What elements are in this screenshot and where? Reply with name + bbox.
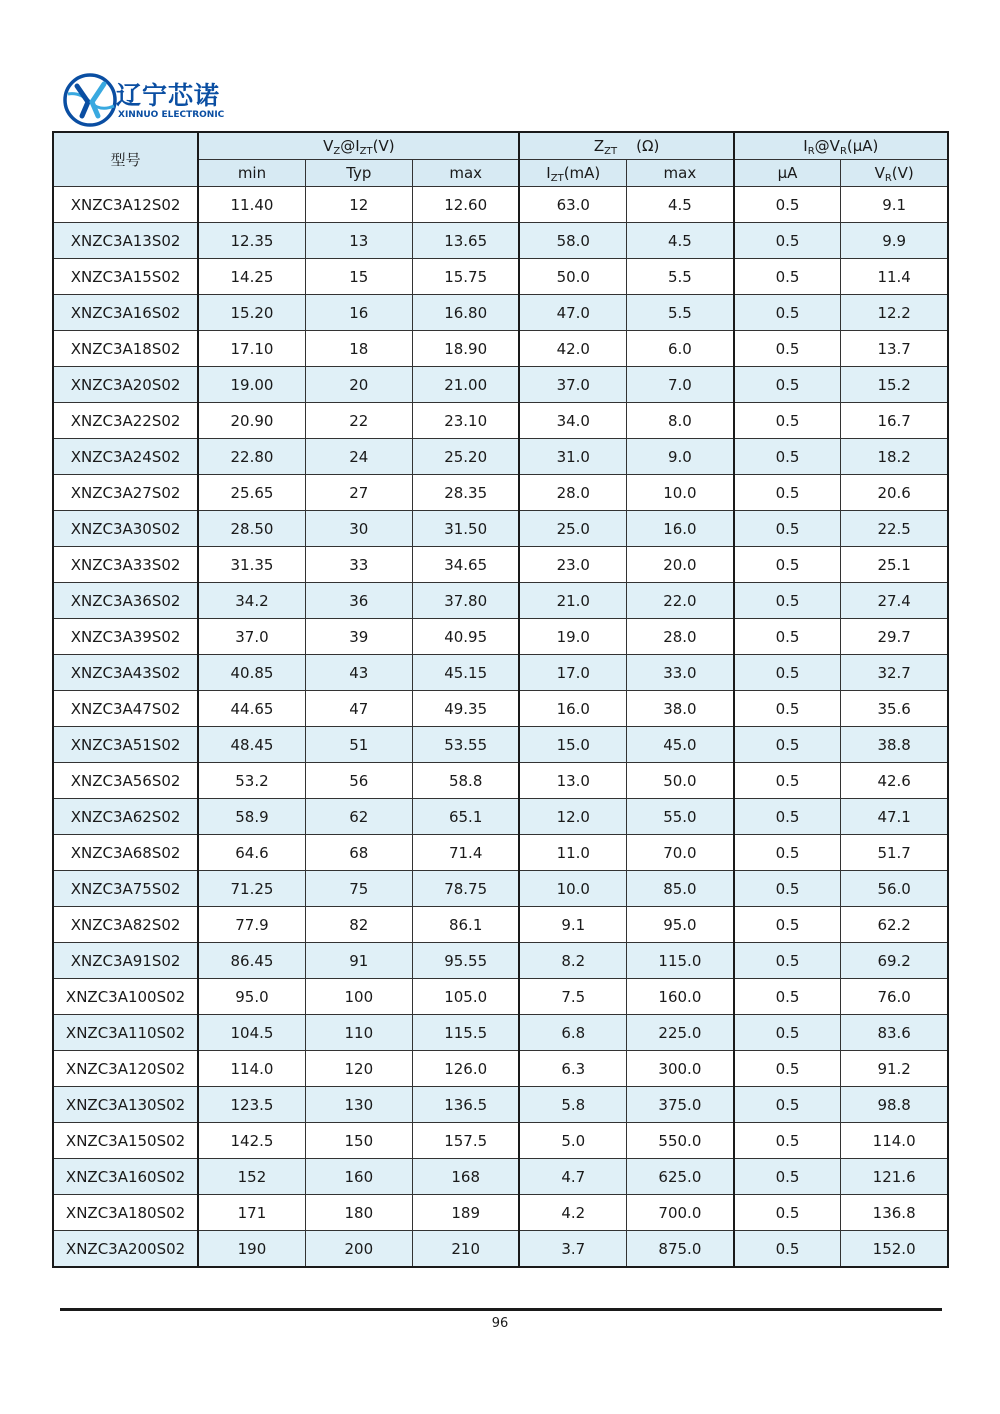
- model-cell: XNZC3A24S02: [53, 439, 198, 475]
- vz-min-cell: 77.9: [198, 907, 305, 943]
- zzt-max-cell: 55.0: [627, 799, 734, 835]
- ir-cell: 0.5: [734, 1051, 841, 1087]
- vr-cell: 22.5: [841, 511, 948, 547]
- izt-cell: 21.0: [519, 583, 626, 619]
- model-cell: XNZC3A130S02: [53, 1087, 198, 1123]
- vz-max-cell: 37.80: [412, 583, 519, 619]
- vz-max-cell: 71.4: [412, 835, 519, 871]
- table-row: [53, 1159, 948, 1195]
- model-cell: XNZC3A39S02: [53, 619, 198, 655]
- model-cell: XNZC3A62S02: [53, 799, 198, 835]
- table-row: [53, 331, 948, 367]
- vr-cell: 25.1: [841, 547, 948, 583]
- zzt-max-cell: 5.5: [627, 259, 734, 295]
- vz-min-cell: 64.6: [198, 835, 305, 871]
- ir-cell: 0.5: [734, 367, 841, 403]
- vr-cell: 152.0: [841, 1231, 948, 1268]
- table-row: [53, 1051, 948, 1087]
- vz-max-cell: 157.5: [412, 1123, 519, 1159]
- vz-min-cell: 58.9: [198, 799, 305, 835]
- vz-max-cell: 86.1: [412, 907, 519, 943]
- vz-max-cell: 49.35: [412, 691, 519, 727]
- vr-cell: 9.9: [841, 223, 948, 259]
- vr-cell: 32.7: [841, 655, 948, 691]
- xinnuo-logo-icon: [62, 72, 118, 128]
- table-row: [53, 1015, 948, 1051]
- vz-max-cell: 23.10: [412, 403, 519, 439]
- vz-max-cell: 40.95: [412, 619, 519, 655]
- model-cell: XNZC3A36S02: [53, 583, 198, 619]
- vz-max-cell: 115.5: [412, 1015, 519, 1051]
- vz-max-cell: 168: [412, 1159, 519, 1195]
- vz-max-cell: 45.15: [412, 655, 519, 691]
- table-row: [53, 583, 948, 619]
- vz-max-cell: 210: [412, 1231, 519, 1268]
- izt-cell: 5.8: [519, 1087, 626, 1123]
- vr-cell: 121.6: [841, 1159, 948, 1195]
- ir-cell: 0.5: [734, 619, 841, 655]
- vz-min-cell: 71.25: [198, 871, 305, 907]
- vz-typ-cell: 15: [305, 259, 412, 295]
- ir-cell: 0.5: [734, 259, 841, 295]
- vz-min-cell: 171: [198, 1195, 305, 1231]
- ir-cell: 0.5: [734, 835, 841, 871]
- ir-cell: 0.5: [734, 691, 841, 727]
- izt-cell: 7.5: [519, 979, 626, 1015]
- vz-min-cell: 152: [198, 1159, 305, 1195]
- table-row: [53, 367, 948, 403]
- vz-min-cell: 25.65: [198, 475, 305, 511]
- zzt-max-cell: 7.0: [627, 367, 734, 403]
- vz-typ-cell: 120: [305, 1051, 412, 1087]
- table-row: [53, 907, 948, 943]
- model-cell: XNZC3A16S02: [53, 295, 198, 331]
- vz-min-cell: 114.0: [198, 1051, 305, 1087]
- vz-typ-cell: 56: [305, 763, 412, 799]
- zzt-max-cell: 4.5: [627, 223, 734, 259]
- izt-cell: 37.0: [519, 367, 626, 403]
- vr-cell: 69.2: [841, 943, 948, 979]
- ir-cell: 0.5: [734, 727, 841, 763]
- model-cell: XNZC3A68S02: [53, 835, 198, 871]
- ir-cell: 0.5: [734, 1159, 841, 1195]
- model-cell: XNZC3A15S02: [53, 259, 198, 295]
- model-cell: XNZC3A180S02: [53, 1195, 198, 1231]
- vz-min-cell: 17.10: [198, 331, 305, 367]
- vr-cell: 27.4: [841, 583, 948, 619]
- vz-typ-cell: 16: [305, 295, 412, 331]
- vz-max-cell: 78.75: [412, 871, 519, 907]
- vz-typ-cell: 82: [305, 907, 412, 943]
- vz-typ-cell: 33: [305, 547, 412, 583]
- model-cell: XNZC3A51S02: [53, 727, 198, 763]
- spec-table-body: [53, 187, 948, 1268]
- izt-cell: 63.0: [519, 187, 626, 223]
- zzt-max-cell: 95.0: [627, 907, 734, 943]
- ir-cell: 0.5: [734, 943, 841, 979]
- vr-cell: 83.6: [841, 1015, 948, 1051]
- vz-min-cell: 48.45: [198, 727, 305, 763]
- vz-max-cell: 105.0: [412, 979, 519, 1015]
- izt-cell: 19.0: [519, 619, 626, 655]
- model-header: 型号: [53, 132, 198, 187]
- zener-spec-table: [52, 131, 949, 1268]
- model-cell: XNZC3A18S02: [53, 331, 198, 367]
- vr-cell: 18.2: [841, 439, 948, 475]
- izt-cell: 5.0: [519, 1123, 626, 1159]
- vr-cell: 35.6: [841, 691, 948, 727]
- zzt-max-cell: 225.0: [627, 1015, 734, 1051]
- zzt-max-cell: 300.0: [627, 1051, 734, 1087]
- vr-cell: 20.6: [841, 475, 948, 511]
- vz-min-cell: 53.2: [198, 763, 305, 799]
- zzt-max-cell: 85.0: [627, 871, 734, 907]
- vz-min-cell: 190: [198, 1231, 305, 1268]
- zzt-max-header: max: [627, 160, 734, 187]
- page-number: 96: [491, 1316, 509, 1331]
- vz-typ-cell: 39: [305, 619, 412, 655]
- ir-cell: 0.5: [734, 763, 841, 799]
- model-cell: XNZC3A30S02: [53, 511, 198, 547]
- ir-ua-header: μA: [734, 160, 841, 187]
- vz-typ-cell: 160: [305, 1159, 412, 1195]
- model-cell: XNZC3A13S02: [53, 223, 198, 259]
- zzt-max-cell: 9.0: [627, 439, 734, 475]
- table-row: [53, 943, 948, 979]
- zzt-max-cell: 550.0: [627, 1123, 734, 1159]
- ir-cell: 0.5: [734, 1015, 841, 1051]
- ir-cell: 0.5: [734, 1087, 841, 1123]
- izt-cell: 23.0: [519, 547, 626, 583]
- vz-typ-header: Typ: [305, 160, 412, 187]
- table-row: [53, 1087, 948, 1123]
- izt-cell: 4.7: [519, 1159, 626, 1195]
- zzt-max-cell: 10.0: [627, 475, 734, 511]
- vz-typ-cell: 12: [305, 187, 412, 223]
- vz-typ-cell: 62: [305, 799, 412, 835]
- vz-typ-cell: 91: [305, 943, 412, 979]
- model-cell: XNZC3A91S02: [53, 943, 198, 979]
- vz-min-header: min: [198, 160, 305, 187]
- footer-divider: [60, 1308, 942, 1311]
- ir-cell: 0.5: [734, 403, 841, 439]
- vz-min-cell: 104.5: [198, 1015, 305, 1051]
- vz-max-header: max: [412, 160, 519, 187]
- vz-min-cell: 86.45: [198, 943, 305, 979]
- zzt-max-cell: 38.0: [627, 691, 734, 727]
- model-cell: XNZC3A82S02: [53, 907, 198, 943]
- model-cell: XNZC3A43S02: [53, 655, 198, 691]
- vr-cell: 12.2: [841, 295, 948, 331]
- izt-cell: 50.0: [519, 259, 626, 295]
- ir-cell: 0.5: [734, 907, 841, 943]
- table-row: [53, 799, 948, 835]
- ir-cell: 0.5: [734, 439, 841, 475]
- zzt-max-cell: 115.0: [627, 943, 734, 979]
- izt-cell: 58.0: [519, 223, 626, 259]
- table-row: [53, 1195, 948, 1231]
- vr-cell: 56.0: [841, 871, 948, 907]
- vz-min-cell: 44.65: [198, 691, 305, 727]
- izt-header: $I_{ZT}(mA)$: [519, 160, 626, 187]
- zzt-max-cell: 700.0: [627, 1195, 734, 1231]
- vz-min-cell: 12.35: [198, 223, 305, 259]
- vz-max-cell: 65.1: [412, 799, 519, 835]
- izt-cell: 8.2: [519, 943, 626, 979]
- model-cell: XNZC3A100S02: [53, 979, 198, 1015]
- zzt-max-cell: 50.0: [627, 763, 734, 799]
- vz-typ-cell: 27: [305, 475, 412, 511]
- zzt-header: $Z_{ZT}$ (Ω): [519, 132, 733, 160]
- vz-typ-cell: 51: [305, 727, 412, 763]
- vz-typ-cell: 18: [305, 331, 412, 367]
- ir-cell: 0.5: [734, 655, 841, 691]
- vz-max-cell: 15.75: [412, 259, 519, 295]
- ir-cell: 0.5: [734, 547, 841, 583]
- vz-typ-cell: 100: [305, 979, 412, 1015]
- model-cell: XNZC3A22S02: [53, 403, 198, 439]
- vr-cell: 98.8: [841, 1087, 948, 1123]
- model-cell: XNZC3A200S02: [53, 1231, 198, 1268]
- vz-max-cell: 16.80: [412, 295, 519, 331]
- model-cell: XNZC3A33S02: [53, 547, 198, 583]
- vz-min-cell: 123.5: [198, 1087, 305, 1123]
- vz-min-cell: 40.85: [198, 655, 305, 691]
- vz-max-cell: 13.65: [412, 223, 519, 259]
- vr-cell: 114.0: [841, 1123, 948, 1159]
- vz-min-cell: 19.00: [198, 367, 305, 403]
- ir-vr-header: $I_R@V_R(\mu A)$: [734, 132, 948, 160]
- vz-min-cell: 37.0: [198, 619, 305, 655]
- izt-cell: 4.2: [519, 1195, 626, 1231]
- table-row: [53, 871, 948, 907]
- izt-cell: 42.0: [519, 331, 626, 367]
- vz-min-cell: 34.2: [198, 583, 305, 619]
- vz-min-cell: 28.50: [198, 511, 305, 547]
- vz-min-cell: 15.20: [198, 295, 305, 331]
- vz-typ-cell: 20: [305, 367, 412, 403]
- vz-max-cell: 12.60: [412, 187, 519, 223]
- izt-cell: 3.7: [519, 1231, 626, 1268]
- ir-cell: 0.5: [734, 223, 841, 259]
- zzt-max-cell: 875.0: [627, 1231, 734, 1268]
- vr-cell: 9.1: [841, 187, 948, 223]
- izt-cell: 34.0: [519, 403, 626, 439]
- company-logo: [62, 72, 282, 130]
- vr-cell: 136.8: [841, 1195, 948, 1231]
- table-row: [53, 655, 948, 691]
- model-cell: XNZC3A20S02: [53, 367, 198, 403]
- izt-cell: 9.1: [519, 907, 626, 943]
- vz-typ-cell: 13: [305, 223, 412, 259]
- model-cell: XNZC3A47S02: [53, 691, 198, 727]
- vz-typ-cell: 150: [305, 1123, 412, 1159]
- ir-cell: 0.5: [734, 1231, 841, 1268]
- ir-cell: 0.5: [734, 979, 841, 1015]
- vr-cell: 42.6: [841, 763, 948, 799]
- table-row: [53, 979, 948, 1015]
- vz-min-cell: 22.80: [198, 439, 305, 475]
- izt-cell: 10.0: [519, 871, 626, 907]
- vr-cell: 51.7: [841, 835, 948, 871]
- table-row: [53, 619, 948, 655]
- vr-cell: 11.4: [841, 259, 948, 295]
- vr-cell: 16.7: [841, 403, 948, 439]
- vr-cell: 91.2: [841, 1051, 948, 1087]
- izt-cell: 11.0: [519, 835, 626, 871]
- izt-cell: 12.0: [519, 799, 626, 835]
- vz-max-cell: 21.00: [412, 367, 519, 403]
- vz-typ-cell: 130: [305, 1087, 412, 1123]
- vz-max-cell: 18.90: [412, 331, 519, 367]
- zzt-max-cell: 160.0: [627, 979, 734, 1015]
- vz-max-cell: 126.0: [412, 1051, 519, 1087]
- vz-max-cell: 31.50: [412, 511, 519, 547]
- vz-max-cell: 53.55: [412, 727, 519, 763]
- table-row: [53, 403, 948, 439]
- model-cell: XNZC3A160S02: [53, 1159, 198, 1195]
- vr-cell: 13.7: [841, 331, 948, 367]
- zzt-max-cell: 625.0: [627, 1159, 734, 1195]
- zzt-max-cell: 375.0: [627, 1087, 734, 1123]
- ir-cell: 0.5: [734, 511, 841, 547]
- vz-max-cell: 28.35: [412, 475, 519, 511]
- vr-cell: 76.0: [841, 979, 948, 1015]
- table-row: [53, 223, 948, 259]
- vz-max-cell: 136.5: [412, 1087, 519, 1123]
- izt-cell: 15.0: [519, 727, 626, 763]
- vr-cell: 47.1: [841, 799, 948, 835]
- table-row: [53, 547, 948, 583]
- zzt-max-cell: 20.0: [627, 547, 734, 583]
- izt-cell: 17.0: [519, 655, 626, 691]
- vz-typ-cell: 30: [305, 511, 412, 547]
- ir-cell: 0.5: [734, 295, 841, 331]
- vz-max-cell: 34.65: [412, 547, 519, 583]
- vz-typ-cell: 75: [305, 871, 412, 907]
- ir-cell: 0.5: [734, 1195, 841, 1231]
- vz-typ-cell: 24: [305, 439, 412, 475]
- vz-typ-cell: 43: [305, 655, 412, 691]
- vz-typ-cell: 200: [305, 1231, 412, 1268]
- ir-cell: 0.5: [734, 799, 841, 835]
- table-row: [53, 727, 948, 763]
- vz-min-cell: 20.90: [198, 403, 305, 439]
- table-row: [53, 439, 948, 475]
- vr-cell: 38.8: [841, 727, 948, 763]
- zzt-max-cell: 45.0: [627, 727, 734, 763]
- izt-cell: 6.8: [519, 1015, 626, 1051]
- vz-min-cell: 142.5: [198, 1123, 305, 1159]
- vz-max-cell: 95.55: [412, 943, 519, 979]
- vz-max-cell: 25.20: [412, 439, 519, 475]
- table-row: [53, 763, 948, 799]
- zzt-max-cell: 5.5: [627, 295, 734, 331]
- table-row: [53, 1231, 948, 1268]
- izt-cell: 16.0: [519, 691, 626, 727]
- vz-min-cell: 14.25: [198, 259, 305, 295]
- model-cell: XNZC3A27S02: [53, 475, 198, 511]
- ir-cell: 0.5: [734, 583, 841, 619]
- vz-typ-cell: 180: [305, 1195, 412, 1231]
- vz-min-cell: 11.40: [198, 187, 305, 223]
- model-cell: XNZC3A56S02: [53, 763, 198, 799]
- vr-cell: 62.2: [841, 907, 948, 943]
- model-cell: XNZC3A75S02: [53, 871, 198, 907]
- zzt-max-cell: 22.0: [627, 583, 734, 619]
- vz-typ-cell: 36: [305, 583, 412, 619]
- vz-izt-header: $V_Z@I_{ZT}(V)$: [198, 132, 519, 160]
- izt-cell: 6.3: [519, 1051, 626, 1087]
- table-row: [53, 691, 948, 727]
- vr-header: $V_R(V)$: [841, 160, 948, 187]
- table-row: [53, 187, 948, 223]
- izt-cell: 28.0: [519, 475, 626, 511]
- zzt-max-cell: 70.0: [627, 835, 734, 871]
- ir-cell: 0.5: [734, 475, 841, 511]
- zzt-max-cell: 4.5: [627, 187, 734, 223]
- model-cell: XNZC3A110S02: [53, 1015, 198, 1051]
- vz-min-cell: 95.0: [198, 979, 305, 1015]
- vr-cell: 15.2: [841, 367, 948, 403]
- vz-max-cell: 58.8: [412, 763, 519, 799]
- vz-typ-cell: 22: [305, 403, 412, 439]
- model-cell: XNZC3A12S02: [53, 187, 198, 223]
- logo-chinese-name: 辽宁芯诺: [116, 81, 221, 110]
- zzt-max-cell: 28.0: [627, 619, 734, 655]
- izt-cell: 47.0: [519, 295, 626, 331]
- table-row: [53, 1123, 948, 1159]
- model-cell: XNZC3A120S02: [53, 1051, 198, 1087]
- zzt-max-cell: 6.0: [627, 331, 734, 367]
- table-row: [53, 475, 948, 511]
- zzt-max-cell: 8.0: [627, 403, 734, 439]
- izt-cell: 25.0: [519, 511, 626, 547]
- ir-cell: 0.5: [734, 187, 841, 223]
- table-row: [53, 295, 948, 331]
- table-row: [53, 835, 948, 871]
- vz-typ-cell: 47: [305, 691, 412, 727]
- vz-max-cell: 189: [412, 1195, 519, 1231]
- ir-cell: 0.5: [734, 1123, 841, 1159]
- zzt-max-cell: 33.0: [627, 655, 734, 691]
- izt-cell: 13.0: [519, 763, 626, 799]
- zzt-max-cell: 16.0: [627, 511, 734, 547]
- vz-typ-cell: 110: [305, 1015, 412, 1051]
- vz-typ-cell: 68: [305, 835, 412, 871]
- izt-cell: 31.0: [519, 439, 626, 475]
- ir-cell: 0.5: [734, 871, 841, 907]
- model-cell: XNZC3A150S02: [53, 1123, 198, 1159]
- vz-min-cell: 31.35: [198, 547, 305, 583]
- table-row: [53, 259, 948, 295]
- logo-english-name: XINNUO ELECTRONIC: [118, 110, 225, 120]
- table-row: [53, 511, 948, 547]
- ir-cell: 0.5: [734, 331, 841, 367]
- vr-cell: 29.7: [841, 619, 948, 655]
